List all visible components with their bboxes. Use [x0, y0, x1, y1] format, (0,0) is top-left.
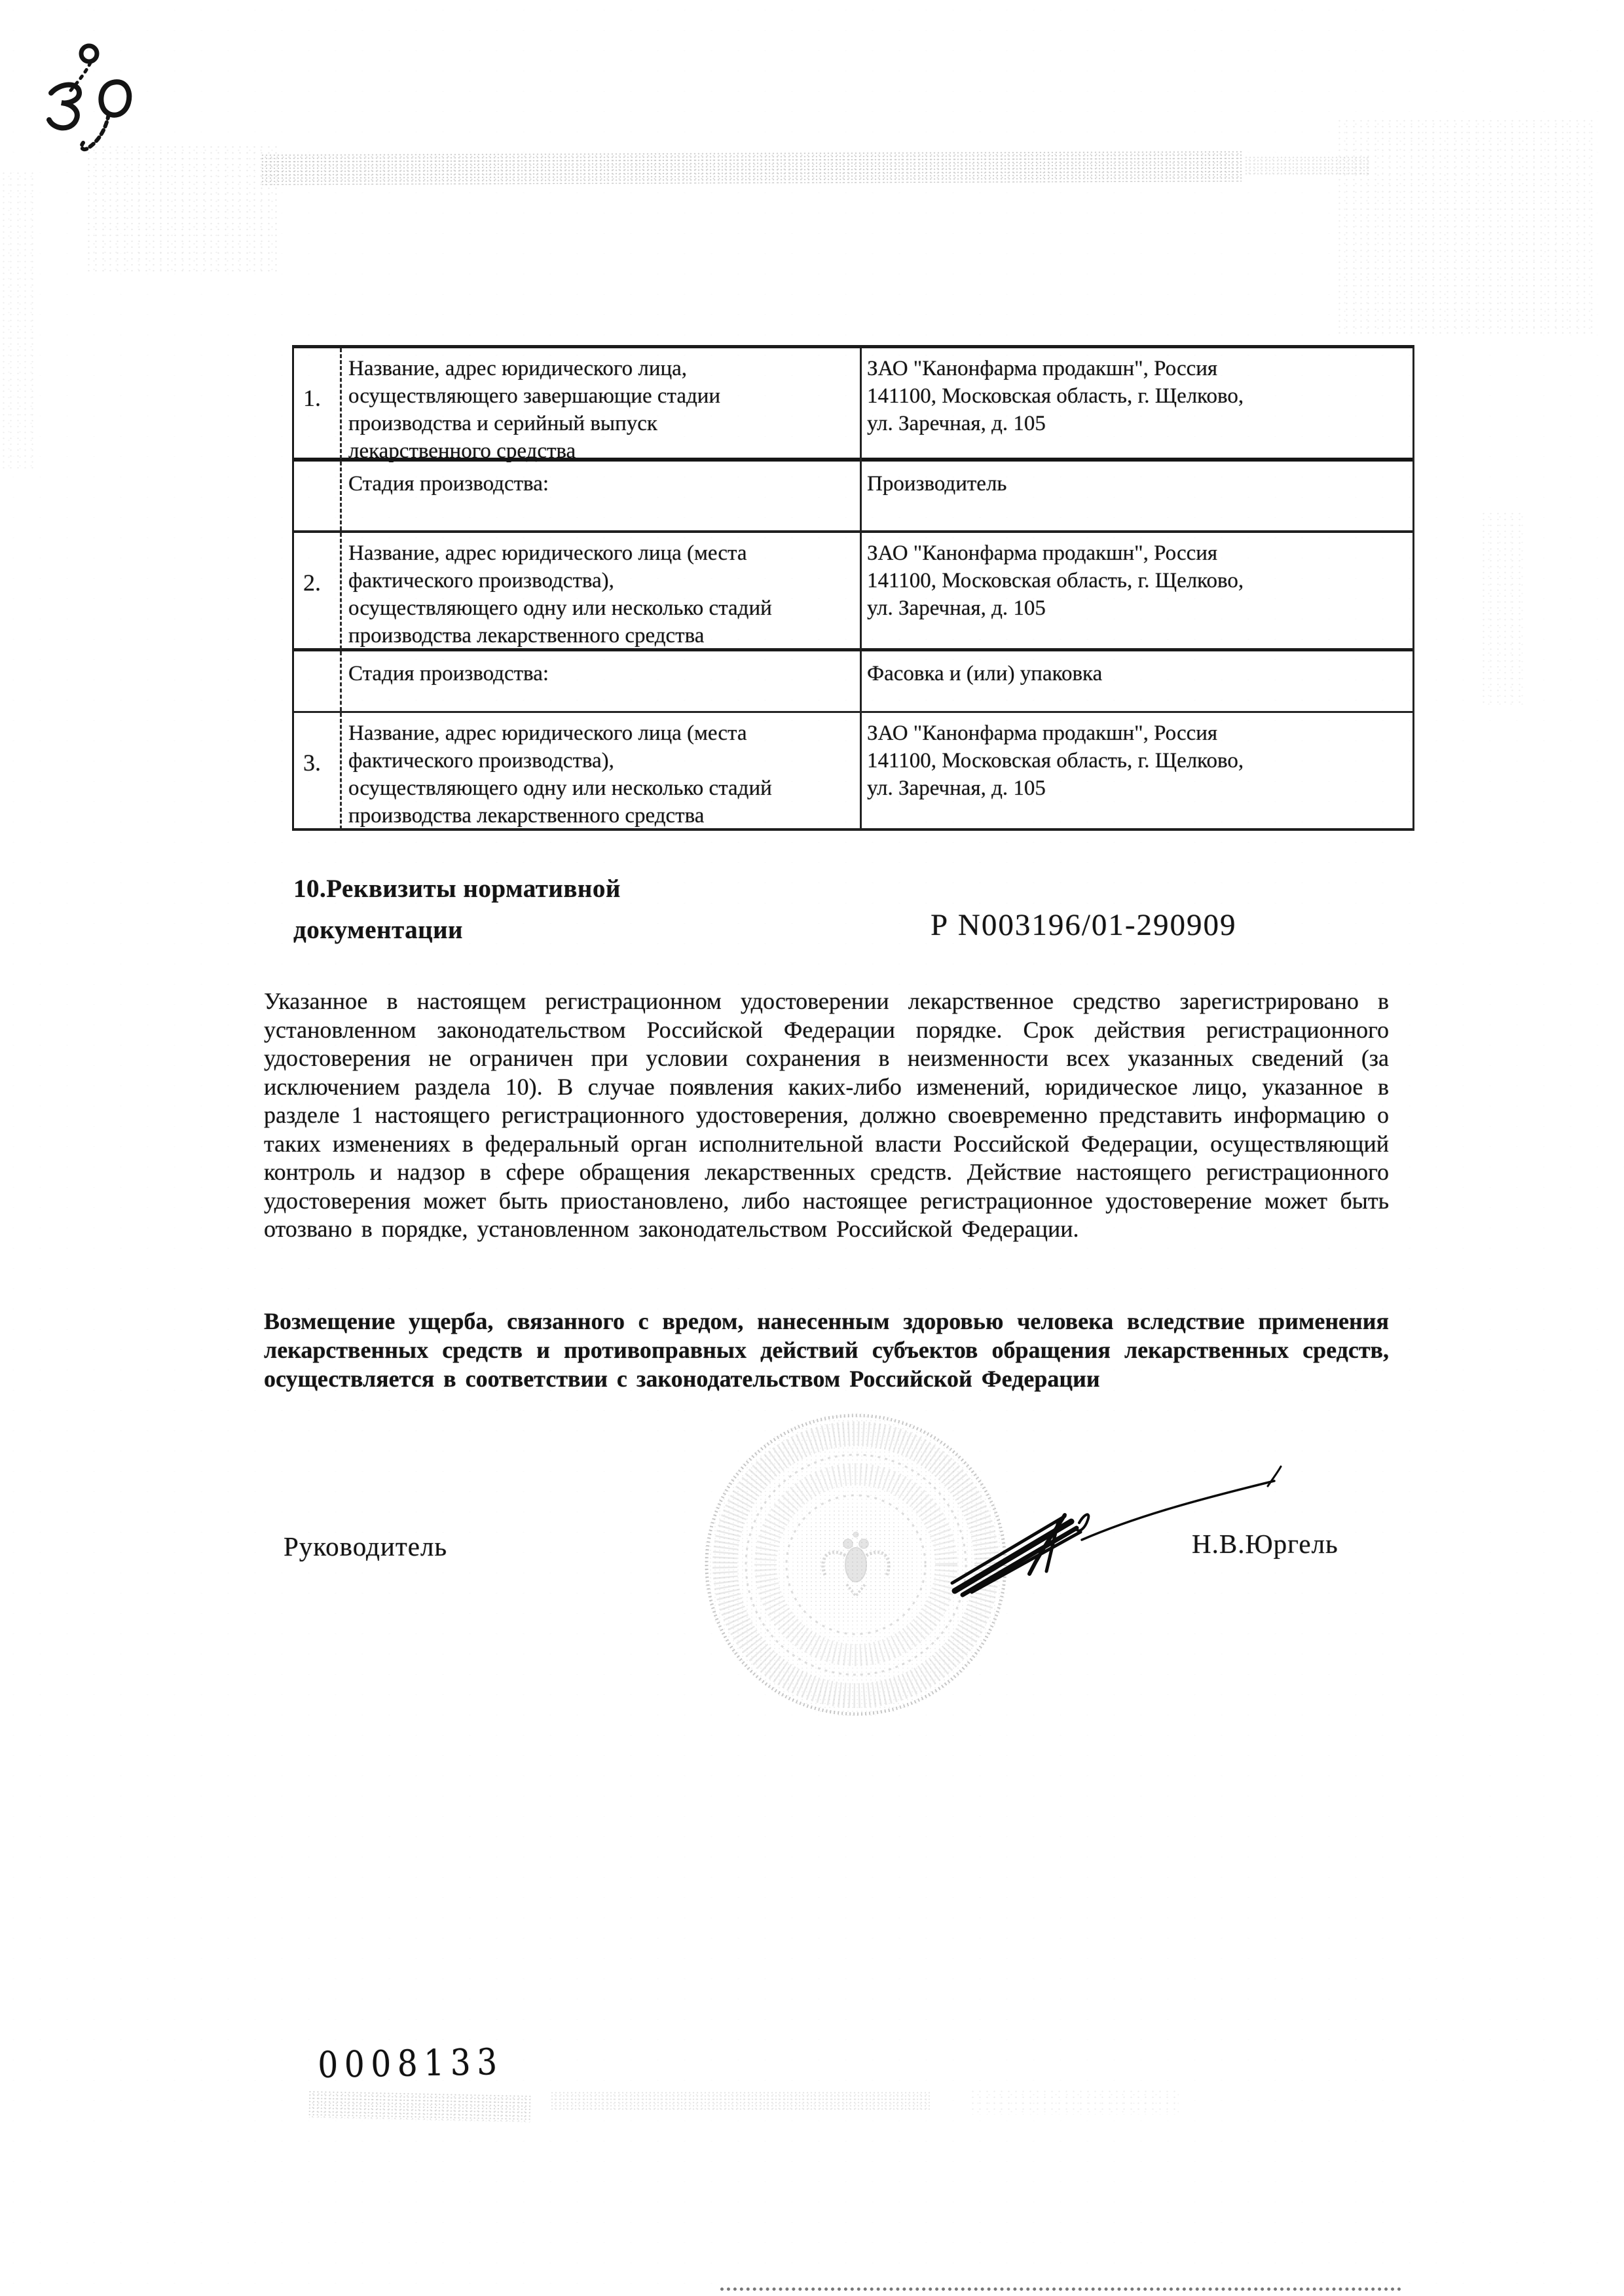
- scan-speckle-left-edge: [0, 170, 37, 471]
- cell-line: Стадия производства:: [348, 472, 549, 496]
- row-label: [342, 533, 862, 649]
- row-value: [862, 462, 1412, 530]
- scan-edge-line: [720, 2287, 1401, 2291]
- cell-line: производства и серийный выпуск: [348, 412, 657, 435]
- cell-line: Стадия производства:: [348, 662, 549, 685]
- row-value: [862, 348, 1412, 465]
- cell-line: производства лекарственного средства: [348, 624, 705, 647]
- cell-line: лекарственного средства: [348, 439, 576, 463]
- cell-line: осуществляющего одну или несколько стадий: [348, 776, 772, 800]
- signatory-role-label: Руководитель: [284, 1531, 448, 1561]
- cell-line: ЗАО "Канонфарма продакшн", Россия: [867, 357, 1218, 380]
- cell-line: осуществляющего одну или несколько стадий: [348, 596, 772, 620]
- cell-line: производства лекарственного средства: [348, 804, 705, 828]
- cell-line: осуществляющего завершающие стадии: [348, 384, 721, 408]
- scan-smudge-bottom-mid: [550, 2091, 930, 2111]
- table-row: [294, 713, 1412, 831]
- cell-line: 141100, Московская область, г. Щелково,: [867, 749, 1244, 773]
- cell-line: ул. Заречная, д. 105: [867, 596, 1046, 620]
- cell-line: ЗАО "Канонфарма продакшн", Россия: [867, 541, 1218, 565]
- row-number: 3.: [294, 713, 342, 829]
- table-row: [294, 348, 1412, 462]
- cell-line: фактического производства),: [348, 569, 614, 592]
- row-value: [862, 713, 1412, 829]
- signature-strokes: [943, 1452, 1297, 1609]
- row-number: 1.: [294, 348, 342, 465]
- cell-line: 141100, Московская область, г. Щелково,: [867, 384, 1244, 408]
- registration-number: Р N003196/01-290909: [931, 908, 1237, 942]
- registration-table: [292, 345, 1414, 831]
- cell-line: Производитель: [867, 472, 1007, 496]
- liability-paragraph: Возмещение ущерба, связанного с вредом, нанесенным здоровью человека вследствие применения лекарственных средств и противоправных действий субъектов обращения лекарственных средств, осуществляется в соответствии с законодательством Российской Федерации: [264, 1308, 1389, 1392]
- row-value: [862, 533, 1412, 649]
- cell-line: 141100, Московская область, г. Щелково,: [867, 569, 1244, 592]
- row-number: [294, 462, 342, 530]
- cell-line: Название, адрес юридического лица (места: [348, 541, 747, 565]
- section-10-heading: 10.Реквизиты нормативной документации: [293, 875, 621, 944]
- row-number: [294, 651, 342, 711]
- cell-line: Название, адрес юридического лица,: [348, 357, 688, 380]
- row-label: [342, 713, 862, 829]
- serial-number: 0008133: [317, 2041, 504, 2086]
- cell-line: фактического производства),: [348, 749, 614, 773]
- scan-smudge-bottom-left: [308, 2090, 531, 2122]
- table-row: [294, 462, 1412, 533]
- cell-line: ул. Заречная, д. 105: [867, 776, 1046, 800]
- scan-speckle-bottom-right: [969, 2088, 1179, 2115]
- scan-speckle-topright: [1336, 118, 1598, 334]
- row-label: [342, 651, 862, 711]
- cell-line: Название, адрес юридического лица (места: [348, 721, 747, 745]
- scan-noise-band-top: [261, 150, 1243, 185]
- table-row: [294, 533, 1412, 651]
- row-label: [342, 462, 862, 530]
- cell-line: ЗАО "Канонфарма продакшн", Россия: [867, 721, 1218, 745]
- signee-name: Н.В.Юргель: [1192, 1529, 1338, 1559]
- cell-line: Фасовка и (или) упаковка: [867, 662, 1103, 685]
- cell-line: ул. Заречная, д. 105: [867, 412, 1046, 435]
- legal-paragraph: Указанное в настоящем регистрационном удостоверении лекарственное средство зарегистрировано в установленном законодательством Российской Федерации порядке. Срок действия регистрационного удостоверения не ограничен при условии сохранения в неизменности всех указанных сведений (за исключением раздела 10). В случае появления каких-либо изменений, юридическое лицо, указанное в разделе 1 настоящего регистрационного удостоверения, должно своевременно представить информацию о таких изменениях в федеральный орган исполнительной власти Российской Федерации, осуществляющий контроль и надзор в сфере обращения лекарственных средств. Действие настоящего регистрационного удостоверения может быть приостановлено, либо настоящее регистрационное удостоверение может быть отозвано в порядке, установленном законодательством Российской Федерации.: [264, 988, 1389, 1242]
- table-row: [294, 651, 1412, 713]
- scan-speckle-right-margin: [1480, 511, 1526, 707]
- scan-speckle-topleft: [85, 144, 282, 275]
- row-value: [862, 651, 1412, 711]
- row-label: [342, 348, 862, 465]
- row-number: 2.: [294, 533, 342, 649]
